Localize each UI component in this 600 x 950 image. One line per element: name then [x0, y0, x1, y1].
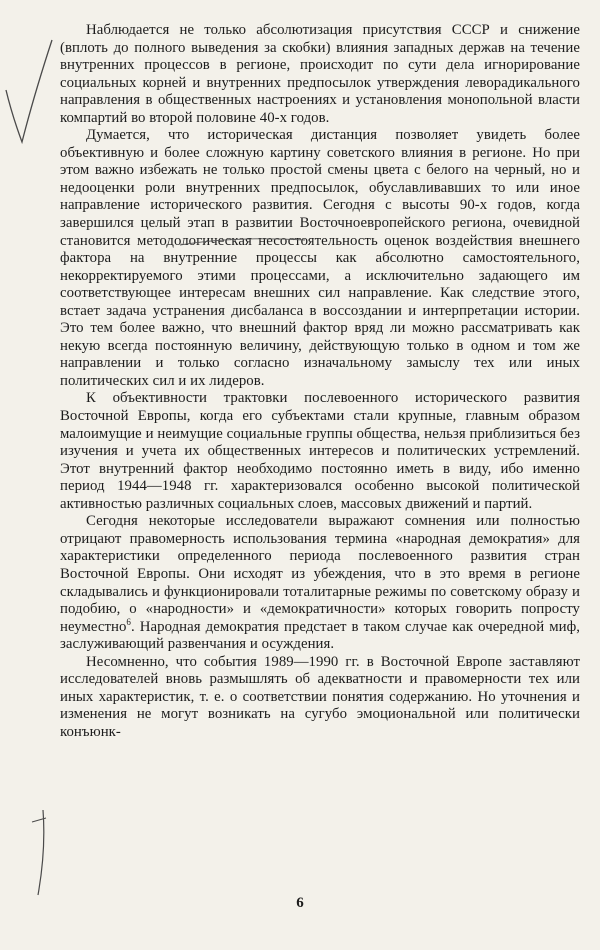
- paragraph-4: [60, 513, 580, 653]
- page-text: [60, 22, 580, 741]
- footnote-ref: 6: [126, 616, 131, 627]
- paragraph-2: Думается, что историческая дистанция позволяет увидеть более объективную и более сложную картину советского влияния в регионе. Но при этом важно избежать не только простой смены цвета с белого на черный, но и недооценки роли внутренних предпосылок, обуславливавших то или иное направление исторического развития. Сегодня с высоты 90-х годов, когда завершился целый этап в развитии Восточноевропейского региона, очевидной становится методологическая несостоятельность оценок воздействия внешнего фактора на внутренние процессы как абсолютно самостоятельного, некорректируемого этими процессами, а исключительно задающего им соответствующее интересам внешних сил направление. Как следствие этого, встает задача устранения дисбаланса в воссоздании и интерпретации истории. Это тем более важно, что внешний фактор вряд ли можно рассматривать как некую всегда постоянную величину, действующую только в одном и том же направлении и только согласно изначальному замыслу тех или иных политических сил и их лидеров.: [60, 127, 580, 389]
- margin-tick-mark: [32, 818, 46, 822]
- paragraph-3: К объективности трактовки послевоенного исторического развития Восточной Европы, когда его субъектами стали крупные, главным образом малоимущие и неимущие социальные группы общества, нельзя приблизиться без изучения и учета их общественных интересов и политических устремлений. Этот внутренний фактор необходимо постоянно иметь в виду, ибо именно период 1944—1948 гг. характеризовался особенно высокой политической активностью различных социальных слоев, массовых движений и партий.: [60, 390, 580, 512]
- paragraph-5: Несомненно, что события 1989—1990 гг. в Восточной Европе заставляют исследователей вновь размышлять об адекватности и правомерности тех или иных характеристик, т. е. о соответствии понятия содержанию. Но уточнения и изменения не могут возникать на сугубо эмоциональной или политически конъюнк-: [60, 653, 580, 740]
- paragraph-4-tail: . Народная демократия предстает в таком случае как очередной миф, заслуживающий развенчания и осуждения.: [60, 618, 580, 653]
- paragraph-4-text: Сегодня некоторые исследователи выражают сомнения или полностью отрицают правомерность использования термина «народная демократия» для характеристики определенного периода послевоенного развития стран Восточной Европы. Они исходят из убеждения, что в это время в регионе складывались и функционировали тоталитарные режимы по советскому образу и подобию, о «народности» и «демократичности» которых говорить попросту неуместно: [60, 513, 580, 635]
- page-number: 6: [296, 895, 304, 911]
- checkmark-mark: [6, 40, 52, 142]
- paragraph-1: Наблюдается не только абсолютизация присутствия СССР и снижение (вплоть до полного выведения за скобки) влияния западных держав на течение внутренних процессов в регионе, происходит по сути дела игнорирование социальных корней и внутренних предпосылок утверждения леворадикального направления в общественных настроениях и установления монопольной власти компартий во второй половине 40-х годов.: [60, 22, 580, 126]
- margin-bracket-mark: [38, 810, 44, 895]
